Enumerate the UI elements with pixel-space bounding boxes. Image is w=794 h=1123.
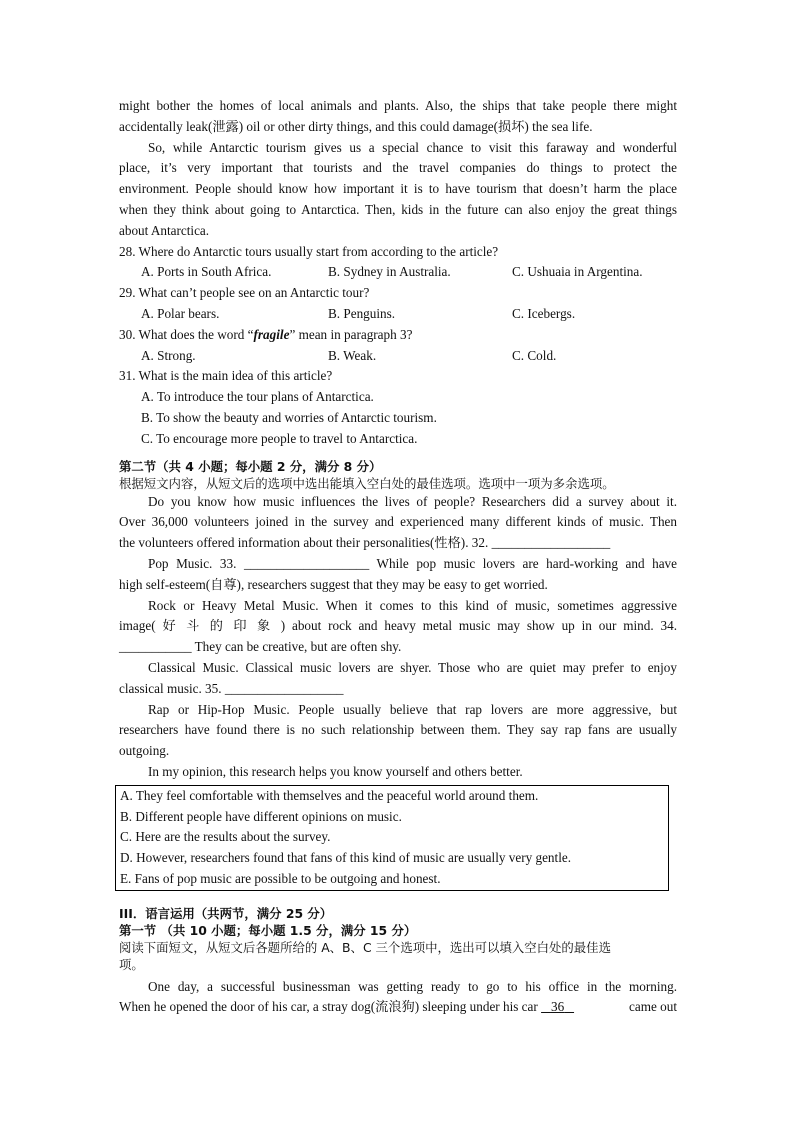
- paragraph-line: ___________ They can be creative, but are often shy.: [119, 639, 402, 655]
- paragraph-line: outgoing.: [119, 743, 170, 759]
- option-b: B. Weak.: [328, 347, 377, 363]
- exam-page: [119, 96, 677, 1018]
- option-b: B. To show the beauty and worries of Antarctic tourism.: [141, 409, 437, 425]
- blank-36: 36: [550, 999, 565, 1015]
- option-c: C. Ushuaia in Argentina.: [512, 264, 643, 280]
- question-28-stem: 28. Where do Antarctic tours usually start from according to the article?: [119, 243, 499, 259]
- highlighted-word: fragile: [253, 326, 290, 342]
- question-29-options: [119, 304, 677, 325]
- paragraph-line: Do you know how music influences the lives of people? Researchers did a survey about it.: [148, 493, 677, 509]
- paragraph-line: Rap or Hip-Hop Music. People usually believe that rap lovers are more aggressive, but: [148, 701, 677, 717]
- passage-line: accidentally leak(泄露) oil or other dirty things, and this could damage(损坏) the sea life.: [119, 118, 593, 134]
- question-28-options: [119, 262, 677, 283]
- paragraph-line: researchers have found there is no such relationship between them. They say rap fans are usually: [119, 722, 677, 738]
- paragraph-line: Pop Music. 33. ___________________ While pop music lovers are hard-working and have: [148, 555, 677, 571]
- part-3-instruction: 项。: [119, 956, 144, 972]
- option-a: A. Strong.: [141, 347, 196, 363]
- conclusion-line: place, it’s very important that tourists and the travel companies do things to protect the: [119, 160, 677, 176]
- paragraph-line: In my opinion, this research helps you know yourself and others better.: [148, 763, 523, 779]
- part-3-section-1-heading: 第一节 （共 10 小题；每小题 1.5 分，满分 15 分）: [119, 922, 417, 938]
- box-option: E. Fans of pop music are possible to be outgoing and honest.: [120, 870, 441, 886]
- question-29-stem: 29. What can’t people see on an Antarctic tour?: [119, 285, 370, 301]
- passage-line: might bother the homes of local animals and plants. Also, the ships that take people there might: [119, 98, 677, 113]
- question-31-stem: 31. What is the main idea of this article?: [119, 368, 333, 384]
- paragraph-line: One day, a successful businessman was getting ready to go to his office in the morning.: [148, 978, 677, 994]
- box-option: C. Here are the results about the survey.: [120, 829, 331, 845]
- paragraph-line: Rock or Heavy Metal Music. When it comes to this kind of music, sometimes aggressive: [148, 597, 677, 613]
- option-c: C. Cold.: [512, 347, 557, 363]
- paragraph-line: Over 36,000 volunteers joined in the survey and experienced many different kinds of music. Then: [119, 514, 677, 530]
- paragraph-line: When he opened the door of his car, a stray dog(流浪狗) sleeping under his car 36 came out: [119, 999, 677, 1015]
- option-b: B. Sydney in Australia.: [328, 264, 451, 280]
- box-option: A. They feel comfortable with themselves and the peaceful world around them.: [120, 787, 539, 803]
- option-a: A. To introduce the tour plans of Antarctica.: [141, 389, 374, 405]
- question-30-stem: 30. What does the word “fragile” mean in paragraph 3?: [119, 326, 413, 342]
- conclusion-line: about Antarctica.: [119, 222, 210, 238]
- part-3-instruction: 阅读下面短文，从短文后各题所给的 A、B、C 三个选项中，选出可以填入空白处的最佳选: [119, 939, 611, 955]
- part-3-heading: III．语言运用（共两节，满分 25 分）: [119, 905, 333, 921]
- options-box: [115, 785, 669, 891]
- paragraph-line: high self-esteem(自尊), researchers suggest that they may be easy to get worried.: [119, 576, 548, 592]
- paragraph-line: image( 好 斗 的 印 象 ) about rock and heavy metal music may show up in our mind. 34.: [119, 618, 677, 634]
- conclusion-line: when they think about going to Antarctica. Then, kids in the future can also enjoy the great things: [119, 201, 677, 217]
- paragraph-line: classical music. 35. __________________: [119, 680, 344, 696]
- option-b: B. Penguins.: [328, 305, 396, 321]
- option-a: A. Ports in South Africa.: [141, 264, 272, 280]
- paragraph-line: the volunteers offered information about their personalities(性格). 32. __________________: [119, 535, 611, 551]
- box-option: B. Different people have different opinions on music.: [120, 808, 402, 824]
- question-30-options: [119, 346, 677, 367]
- option-c: C. To encourage more people to travel to Antarctica.: [141, 430, 418, 446]
- conclusion-line: So, while Antarctic tourism gives us a special chance to visit this faraway and wonderful: [148, 139, 677, 155]
- conclusion-line: environment. People should know how important it is to have tourism that doesn’t harm the place: [119, 181, 677, 197]
- option-c: C. Icebergs.: [512, 305, 576, 321]
- box-option: D. However, researchers found that fans of this kind of music are usually very gentle.: [120, 850, 572, 866]
- paragraph-line: Classical Music. Classical music lovers are shyer. Those who are quiet may prefer to enjoy: [148, 659, 677, 675]
- section-2-heading: 第二节（共 4 小题；每小题 2 分，满分 8 分）: [119, 458, 382, 474]
- option-a: A. Polar bears.: [141, 305, 220, 321]
- section-2-instruction: 根据短文内容，从短文后的选项中选出能填入空白处的最佳选项。选项中一项为多余选项。: [119, 475, 615, 491]
